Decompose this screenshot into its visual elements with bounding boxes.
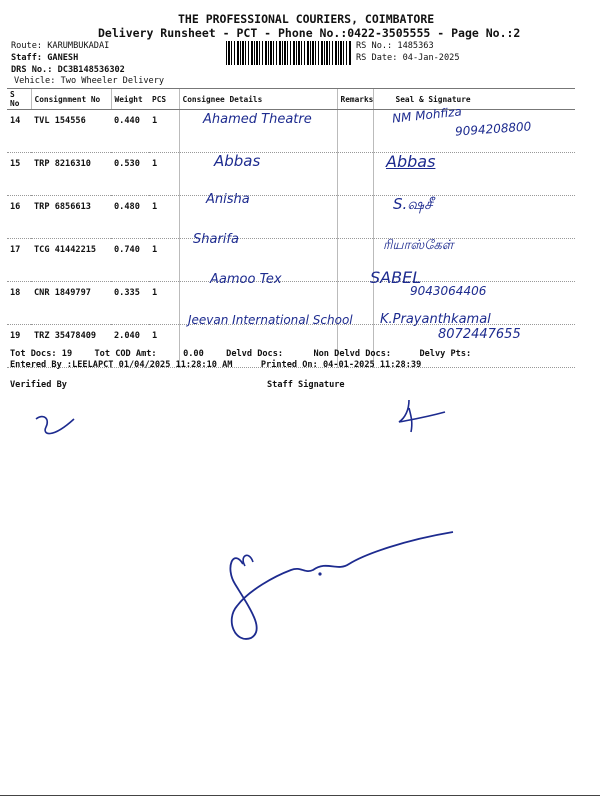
row-sno: 14 <box>7 110 31 153</box>
printed-on: Printed On: 04-01-2025 11:28:39 <box>260 360 422 370</box>
route-label: Route: <box>11 41 43 51</box>
row-sno: 17 <box>7 239 31 282</box>
row-weight: 0.440 <box>111 110 149 153</box>
route-value: KARUMBUKADAI <box>47 41 110 51</box>
route-line <box>11 41 109 51</box>
drs-label: DRS No.: <box>11 65 53 75</box>
seal-phone-handwriting: 8072447655 <box>438 327 521 342</box>
rs-no-value: 1485363 <box>397 41 434 51</box>
row-pcs: 1 <box>149 325 179 368</box>
row-weight: 0.480 <box>111 196 149 239</box>
drs-value: DC3B148536302 <box>57 65 125 75</box>
row-pcs: 1 <box>149 282 179 325</box>
consignee-handwriting: Sharifa <box>193 232 239 247</box>
row-weight: 2.040 <box>111 325 149 368</box>
delvy-pts-label: Delvy Pts: <box>419 349 472 359</box>
col-sno: S No <box>7 89 31 110</box>
row-pcs: 1 <box>149 239 179 282</box>
consignee-handwriting: Anisha <box>206 192 250 207</box>
table-row <box>7 239 575 282</box>
consignee-handwriting: Abbas <box>214 152 261 170</box>
consignee-handwriting: Jeevan International School <box>188 313 353 327</box>
row-pcs: 1 <box>149 110 179 153</box>
seal-phone-handwriting: 9043064406 <box>410 284 487 298</box>
row-remarks-cell <box>337 153 373 196</box>
row-weight: 0.740 <box>111 239 149 282</box>
rs-date-value: 04-Jan-2025 <box>402 53 460 63</box>
staff-label: Staff: <box>11 53 43 63</box>
row-remarks-cell <box>337 239 373 282</box>
row-pcs: 1 <box>149 153 179 196</box>
row-pcs: 1 <box>149 196 179 239</box>
cod-label: Tot COD Amt: <box>94 349 157 359</box>
table-row <box>7 153 575 196</box>
row-consignment: CNR 1849797 <box>31 282 111 325</box>
cod-value: 0.00 <box>183 349 204 359</box>
large-signature-mark <box>215 520 475 645</box>
totals-line <box>10 349 471 359</box>
vehicle-line <box>14 76 164 86</box>
vehicle-label: Vehicle: <box>14 76 56 86</box>
page-bottom-rule <box>0 795 600 796</box>
seal-handwriting: ரியாஸ்கேள் <box>383 238 454 253</box>
row-weight: 0.335 <box>111 282 149 325</box>
table-header-row <box>7 89 575 110</box>
rs-no-label: RS No.: <box>356 41 393 51</box>
runsheet-subtitle: Delivery Runsheet - PCT - Phone No.:0422-3505555 - Page No.:2 <box>98 26 521 40</box>
rs-no-line <box>356 41 434 51</box>
row-consignment: TVL 154556 <box>31 110 111 153</box>
row-consignment: TCG 41442215 <box>31 239 111 282</box>
rs-date-label: RS Date: <box>356 53 398 63</box>
consignee-handwriting: Aamoo Tex <box>210 272 282 287</box>
staff-signature-label: Staff Signature <box>267 380 345 390</box>
table-row <box>7 196 575 239</box>
staff-value: GANESH <box>47 53 79 63</box>
vehicle-value: Two Wheeler Delivery <box>60 76 165 86</box>
entered-by: Entered By :LEELAPCT 01/04/2025 11:28:10 AM <box>10 360 233 370</box>
row-remarks-cell <box>337 196 373 239</box>
entered-line <box>10 360 421 370</box>
seal-phone-handwriting: 9094208800 <box>454 119 532 139</box>
col-consignment: Consignment No <box>31 89 111 110</box>
seal-handwriting: SABEL <box>370 268 422 287</box>
tot-docs-label: Tot Docs: <box>10 349 57 359</box>
row-sno: 15 <box>7 153 31 196</box>
verified-by-label: Verified By <box>10 380 67 390</box>
company-title: THE PROFESSIONAL COURIERS, COIMBATORE <box>178 12 435 26</box>
drs-line <box>11 65 125 75</box>
row-sno: 19 <box>7 325 31 368</box>
seal-handwriting: Abbas <box>386 152 436 171</box>
col-seal: Seal & Signature <box>373 89 575 110</box>
row-sno: 16 <box>7 196 31 239</box>
staff-signature-mark <box>395 398 455 438</box>
col-remarks: Remarks <box>337 89 373 110</box>
tot-docs-value: 19 <box>61 349 73 359</box>
row-consignment: TRZ 35478409 <box>31 325 111 368</box>
seal-handwriting: NM Mohfiza <box>391 104 463 126</box>
row-weight: 0.530 <box>111 153 149 196</box>
rs-date-line <box>356 53 460 63</box>
non-delvd-docs-label: Non Delvd Docs: <box>313 349 392 359</box>
row-consignment: TRP 6856613 <box>31 196 111 239</box>
row-remarks-cell <box>337 110 373 153</box>
verified-signature-mark <box>30 405 90 445</box>
barcode <box>226 41 352 65</box>
consignee-handwriting: Ahamed Theatre <box>203 112 312 127</box>
col-weight: Weight <box>111 89 149 110</box>
col-pcs: PCS <box>149 89 179 110</box>
seal-handwriting: K.Prayanthkamal <box>380 312 491 327</box>
seal-handwriting: S.ஷசீ <box>393 195 433 213</box>
delvd-docs-label: Delvd Docs: <box>226 349 284 359</box>
col-consignee: Consignee Details <box>179 89 337 110</box>
row-consignment: TRP 8216310 <box>31 153 111 196</box>
row-sno: 18 <box>7 282 31 325</box>
staff-line <box>11 53 78 63</box>
